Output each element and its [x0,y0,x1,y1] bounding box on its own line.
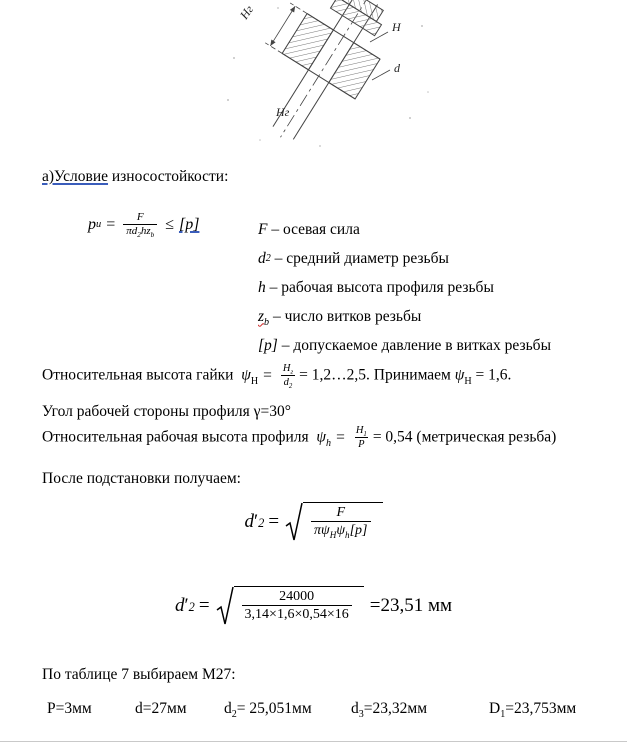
figure-label-hg-bottom: Hг [276,105,290,119]
equals-sign: = [336,428,345,446]
thread-assembly-figure [220,0,435,150]
legend-item-p [258,331,551,360]
den-part: πd [126,224,138,237]
var-p: p [88,215,96,233]
legend-description: – средний диаметр резьбы [270,249,449,267]
legend-symbol: [p] [258,336,278,354]
pressure-fraction [123,211,157,238]
den-part: [p] [349,523,368,539]
para-profile-angle: Угол рабочей стороны профиля γ=30° [42,403,291,420]
fraction-denominator [311,521,370,540]
den-part: πψ [314,523,330,539]
legend-item-h [258,273,551,302]
param-symbol: d [224,700,232,717]
formula-result: =23,51 мм [369,595,452,616]
section-a-heading [42,168,228,186]
param-subscript: 3 [358,709,364,721]
den-part: hz [140,224,151,237]
den-part: ψ [336,523,346,539]
figure-label-hg-top: Hг [236,2,257,22]
var-H-sub: 1 [363,431,367,439]
den-subscript: h [345,529,350,540]
para-relative-working-height [42,425,556,451]
legend-symbol: F [258,220,268,238]
var-d: d [244,511,254,532]
var-H: H [355,425,364,436]
legend-symbol: h [258,278,266,296]
nut-section-left [282,14,333,70]
text-run: = 0,54 (метрическая резьба) [372,428,557,446]
text-run: Относительная рабочая высота профиля [42,428,317,446]
square-root [216,586,364,626]
prime-mark: ′ [254,511,259,532]
psi-H-subscript: Н [464,375,472,387]
legend-description: – рабочая высота профиля резьбы [265,278,494,296]
param-value: =23,32мм [363,700,428,717]
param-value: =3мм [55,700,92,717]
param-value: =23,753мм [505,700,577,717]
leader-d [372,70,390,80]
radicand-fraction [242,589,352,624]
legend-item-F [258,215,551,244]
legend-symbol: d [258,249,266,267]
text-run: Относительная высота гайки [42,366,242,384]
H1-over-P-fraction [353,425,370,451]
param-symbol: d [135,700,143,717]
legend-symbol: z [258,307,265,325]
var-H-sub: г [290,369,294,377]
radicand-fraction [311,505,370,540]
psi-H-subscript: Н [250,375,259,387]
para-after-substitution: После подстановки получаем: [42,470,241,487]
formula-d2-required-symbolic [0,502,627,542]
formula-d2-numeric [0,586,627,626]
formula-lhs: d ′ 2 = [175,595,214,617]
fraction-numerator [280,363,296,375]
symbol-legend [258,215,551,360]
legend-symbol-misspelled [258,308,269,326]
legend-description: – число витков резьбы [269,307,422,325]
param-value: =27мм [142,700,187,717]
Hg-over-d2-fraction [280,363,296,389]
assembly-cross-section [227,0,407,150]
fraction-denominator: 3,14×1,6×0,54×16 [242,605,352,624]
square-root [285,502,382,542]
param-subscript: 1 [500,709,506,721]
param-symbol: D [489,700,501,717]
heading-underlined-text: а)Условие [42,168,109,185]
legend-item-zb [258,302,551,331]
var-d-sub: 2 [288,383,293,391]
var-H: H [282,363,291,374]
less-equal-sign: ≤ [165,215,174,233]
param-subscript: 2 [231,709,237,721]
radical-sign-icon [285,502,303,542]
den-subscript: 2 [137,230,141,239]
thread-parameters-row [0,700,627,726]
text-run: = 1,6. [471,366,512,384]
equals-sign: = [263,366,272,384]
equals-sign: = [106,215,116,233]
arrowhead-top [290,5,297,13]
param-D1 [489,700,577,721]
formula-wear-pressure: p u = $\frac{F}{\pi d_2hz_b}$ ≤ [p] [88,211,200,239]
fraction-denominator [281,375,296,389]
page-bottom-rule [0,741,627,742]
param-symbol: d [351,700,359,717]
allowed-pressure-symbol: [p] [178,215,200,233]
fraction-denominator: P [355,437,367,451]
psi-H-symbol: ψ [241,366,251,384]
fraction-numerator: F [336,505,346,520]
prime-mark: ′ [184,595,189,616]
fraction-numerator: F [136,211,144,223]
param-d [135,700,187,718]
equals-sign: = [198,595,210,616]
text-run: = 1,2…2,5. Принимаем [299,366,455,384]
den-subscript: b [150,230,155,239]
legend-description: – допускаемое давление в витках резьбы [277,336,551,354]
fraction-denominator [123,224,157,239]
nut-section-right [329,43,380,99]
legend-description: – осевая сила [267,220,360,238]
var-d: d [175,595,185,616]
psi-h-symbol: ψ [316,428,327,446]
param-value: = 25,051мм [236,700,312,717]
psi-H-symbol: ψ [454,366,465,384]
figure-label-d: d [394,61,400,75]
param-d3 [351,700,428,721]
radical-sign-icon [216,586,234,626]
figure-label-h: H [392,20,401,34]
para-relative-nut-height [42,363,511,389]
extension-line-bottom [265,43,282,54]
equals-sign: = [268,511,280,532]
fraction-numerator: 24000 [279,589,315,604]
para-table-selection: По таблице 7 выбираем М27: [42,666,236,683]
radicand [234,586,364,626]
legend-symbol-sub: b [264,316,270,328]
radicand [303,502,382,542]
legend-item-d2: d 2 – средний диаметр резьбы [258,249,449,267]
param-symbol: P [47,700,56,717]
param-P [47,700,92,718]
var-d: d [283,377,289,389]
formula-lhs: d ′ 2 = [245,511,284,533]
fraction-numerator [353,425,370,437]
param-d2 [224,700,312,721]
psi-h-subscript: h [326,437,332,449]
arrowhead-bottom [268,40,275,48]
heading-rest-text: износостойкости: [108,168,229,185]
den-subscript: Н [329,529,337,540]
